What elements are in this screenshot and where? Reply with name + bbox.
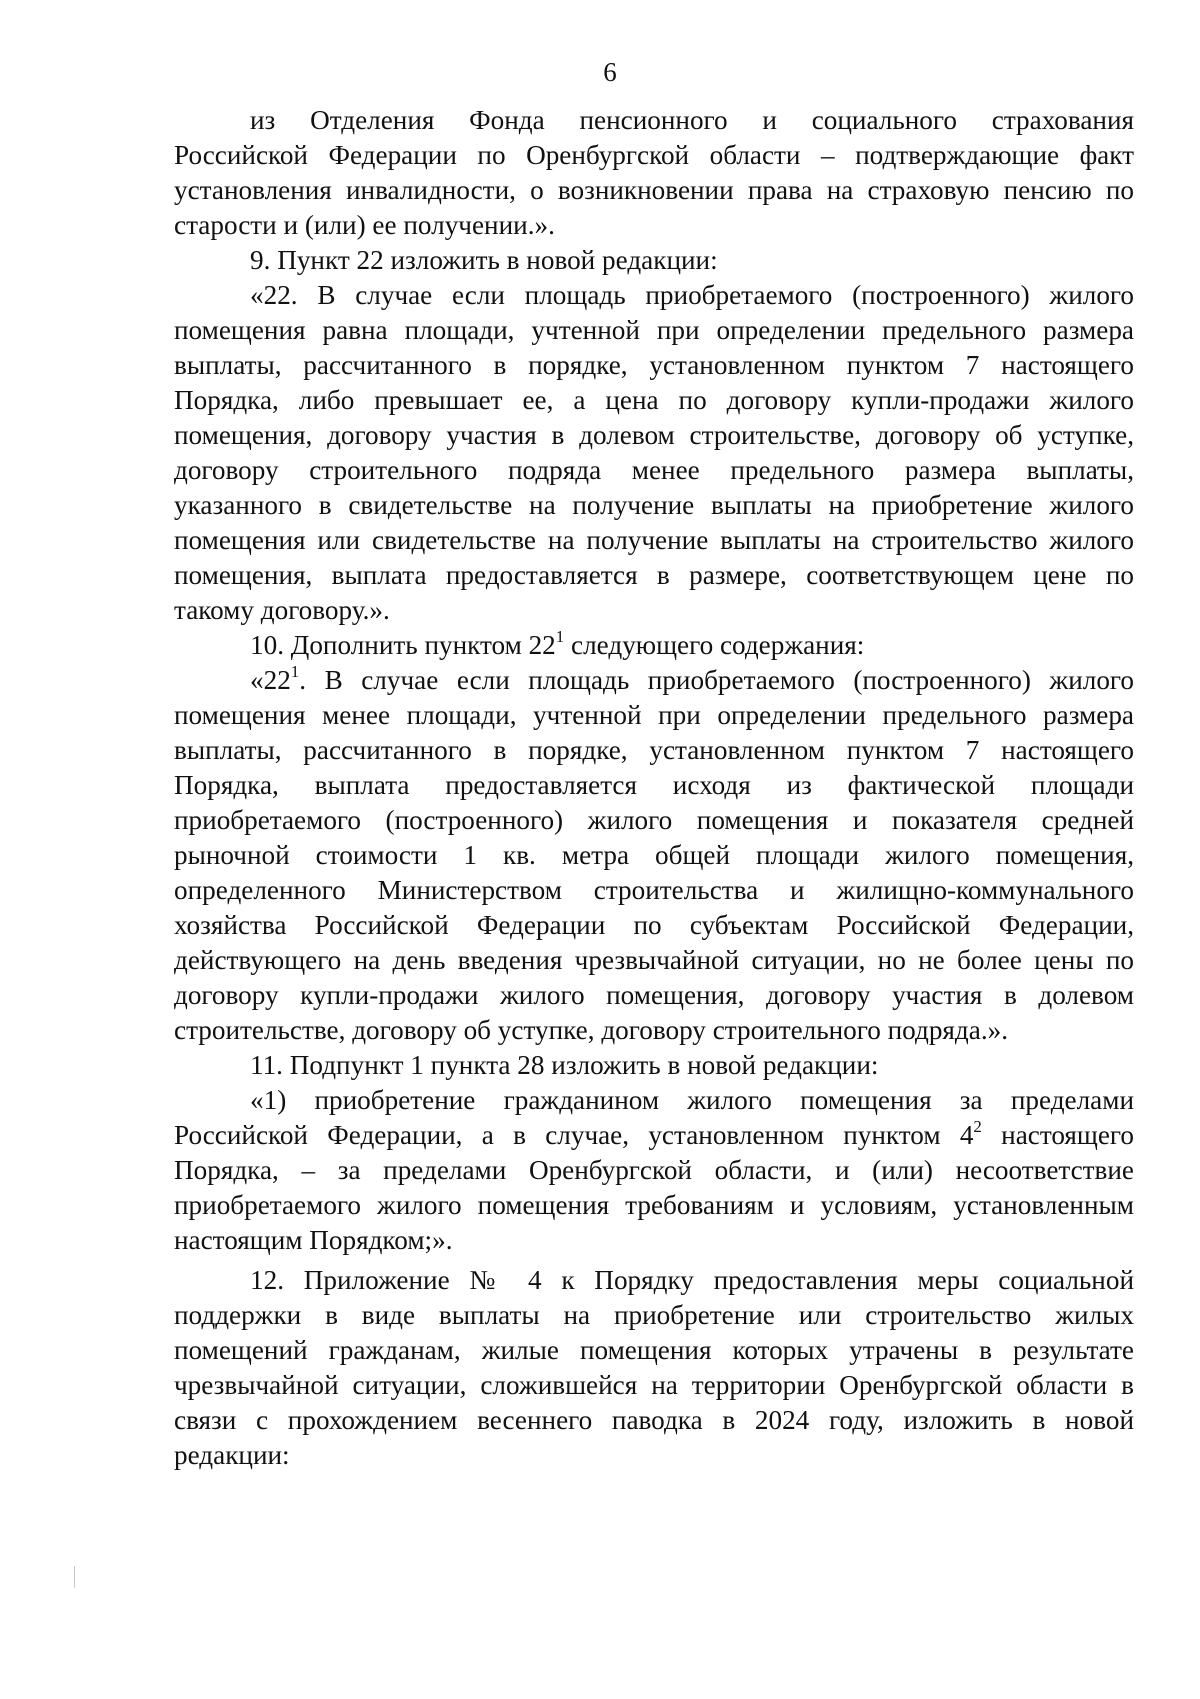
paragraph-line: приобретаемого жилого помещения требованиям и условиям, установленным: [174, 1190, 1134, 1220]
paragraph-line: настоящим Порядком;».: [174, 1225, 453, 1255]
paragraph-line: помещения, выплата предоставляется в размере, соответствующем цене по: [174, 560, 1134, 590]
paragraph-line: [174, 1115, 1134, 1155]
superscript: 2: [973, 1116, 982, 1136]
paragraph-line: указанного в свидетельстве на получение выплаты на приобретение жилого: [174, 490, 1134, 520]
paragraph-line: помещения равна площади, учтенной при определении предельного размера: [174, 315, 1134, 345]
paragraph-line: «1) приобретение гражданином жилого помещения за пределами: [250, 1085, 1134, 1115]
text-segment: «22: [250, 665, 291, 695]
amendment-heading: 12. Приложение № 4 к Порядку предоставления меры социальной: [250, 1265, 1134, 1295]
paragraph-line: помещения, договору участия в долевом строительстве, договору об уступке,: [174, 420, 1134, 450]
paragraph-line: хозяйства Российской Федерации по субъектам Российской Федерации,: [174, 910, 1134, 940]
paragraph-line: действующего на день введения чрезвычайной ситуации, но не более цены по: [174, 945, 1134, 975]
text-segment: . В случае если площадь приобретаемого (построенного) жилого: [299, 665, 1134, 695]
text-segment: Российской Федерации, а в случае, установленном пунктом 4: [174, 1120, 974, 1150]
paragraph-line: договору строительного подряда менее предельного размера выплаты,: [174, 455, 1134, 485]
paragraph-line: Порядка, – за пределами Оренбургской области, и (или) несоответствие: [174, 1155, 1134, 1185]
paragraph-line: выплаты, рассчитанного в порядке, установленном пунктом 7 настоящего: [174, 350, 1134, 380]
paragraph-line: рыночной стоимости 1 кв. метра общей площади жилого помещения,: [174, 840, 1134, 870]
amendment-heading: 11. Подпункт 1 пункта 28 изложить в новой редакции:: [250, 1050, 879, 1080]
paragraph-line: помещения или свидетельстве на получение выплаты на строительство жилого: [174, 525, 1134, 555]
paragraph-line: помещения менее площади, учтенной при определении предельного размера: [174, 700, 1134, 730]
paragraph-line: Порядка, либо превышает ее, а цена по договору купли-продажи жилого: [174, 385, 1134, 415]
paragraph-line: поддержки в виде выплаты на приобретение или строительство жилых: [174, 1300, 1134, 1330]
paragraph-line: строительстве, договору об уступке, договору строительного подряда.».: [174, 1015, 1009, 1045]
paragraph-line: «22. В случае если площадь приобретаемого (построенного) жилого: [250, 280, 1134, 310]
paragraph-line: [250, 660, 1134, 700]
paragraph-line: связи с прохождением весеннего паводка в 2024 году, изложить в новой: [174, 1405, 1134, 1435]
paragraph-line: старости и (или) ее получении.».: [174, 210, 555, 240]
paragraph-line: установления инвалидности, о возникновении права на страховую пенсию по: [174, 175, 1134, 205]
paragraph-line: выплаты, рассчитанного в порядке, установленном пунктом 7 настоящего: [174, 735, 1134, 765]
text-segment: 10. Дополнить пунктом 22: [250, 630, 556, 660]
amendment-heading: [250, 625, 1134, 665]
paragraph-line: такому договору.».: [174, 595, 390, 625]
scan-artifact: [74, 1566, 75, 1588]
paragraph-line: Российской Федерации по Оренбургской области – подтверждающие факт: [174, 140, 1134, 170]
text-segment: настоящего: [981, 1120, 1134, 1150]
paragraph-line: из Отделения Фонда пенсионного и социального страхования: [250, 105, 1134, 135]
superscript: 1: [290, 661, 300, 681]
amendment-heading: 9. Пункт 22 изложить в новой редакции:: [250, 245, 718, 275]
text-segment: следующего содержания:: [564, 630, 865, 660]
paragraph-line: договору купли-продажи жилого помещения, договору участия в долевом: [174, 980, 1134, 1010]
paragraph-line: чрезвычайной ситуации, сложившейся на территории Оренбургской области в: [174, 1370, 1134, 1400]
paragraph-line: редакции:: [174, 1440, 290, 1470]
paragraph-line: Порядка, выплата предоставляется исходя из фактической площади: [174, 770, 1134, 800]
paragraph-line: приобретаемого (построенного) жилого помещения и показателя средней: [174, 805, 1134, 835]
paragraph-line: определенного Министерством строительства и жилищно-коммунального: [174, 875, 1134, 905]
superscript: 1: [555, 626, 565, 646]
page-number: 6: [603, 57, 617, 87]
paragraph-line: помещений гражданам, жилые помещения которых утрачены в результате: [174, 1335, 1134, 1365]
